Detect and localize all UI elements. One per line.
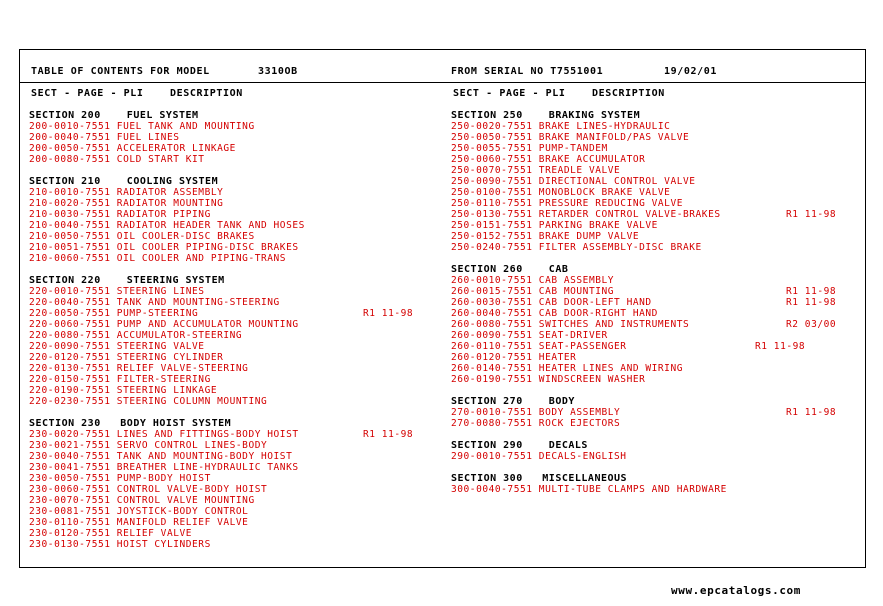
toc-entry[interactable] (29, 319, 305, 330)
entry-code: 220-0230-7551 (29, 396, 111, 407)
toc-entry[interactable] (29, 495, 305, 506)
entry-description: LINES AND FITTINGS-BODY HOIST (116, 429, 299, 440)
entry-description: FILTER ASSEMBLY-DISC BRAKE (538, 242, 702, 253)
toc-entry[interactable] (451, 121, 727, 132)
entry-code: 260-0040-7551 (451, 308, 533, 319)
entry-code: 200-0080-7551 (29, 154, 111, 165)
entry-description: HOIST CYLINDERS (116, 539, 211, 550)
toc-entry[interactable] (451, 275, 727, 286)
toc-entry[interactable] (29, 473, 305, 484)
entry-code: 230-0081-7551 (29, 506, 111, 517)
entry-code: 250-0110-7551 (451, 198, 533, 209)
section-spacer (451, 429, 727, 440)
entry-description: STEERING VALVE (116, 341, 205, 352)
entry-code: 220-0040-7551 (29, 297, 111, 308)
entry-description: CONTROL VALVE MOUNTING (116, 495, 255, 506)
toc-entry[interactable] (29, 451, 305, 462)
entry-description: FILTER-STEERING (116, 374, 211, 385)
entry-description: TANK AND MOUNTING-STEERING (116, 297, 280, 308)
entry-code: 250-0070-7551 (451, 165, 533, 176)
entry-code: 260-0190-7551 (451, 374, 533, 385)
toc-entry[interactable] (451, 132, 727, 143)
entry-code: 210-0040-7551 (29, 220, 111, 231)
toc-entry[interactable] (29, 187, 305, 198)
entry-code: 250-0050-7551 (451, 132, 533, 143)
entry-code: 220-0080-7551 (29, 330, 111, 341)
toc-entry[interactable] (29, 363, 305, 374)
toc-entry[interactable] (29, 352, 305, 363)
entry-code: 270-0080-7551 (451, 418, 533, 429)
toc-entry[interactable] (29, 154, 305, 165)
toc-entry[interactable] (29, 330, 305, 341)
entry-description: RADIATOR MOUNTING (116, 198, 224, 209)
entry-code: 220-0050-7551 (29, 308, 111, 319)
toc-entry[interactable] (29, 308, 414, 319)
entry-description: HEATER (538, 352, 577, 363)
left-column (29, 110, 414, 550)
entry-description: RELIEF VALVE (116, 528, 193, 539)
entry-code: 250-0152-7551 (451, 231, 533, 242)
entry-revision: R1 11-98 (755, 341, 806, 352)
entry-description: PUMP-BODY HOIST (116, 473, 211, 484)
toc-entry[interactable] (451, 220, 727, 231)
entry-description: OIL COOLER AND PIPING-TRANS (116, 253, 287, 264)
entry-code: 260-0010-7551 (451, 275, 533, 286)
toc-entry[interactable] (29, 429, 414, 440)
entry-description: RADIATOR HEADER TANK AND HOSES (116, 220, 305, 231)
toc-entry[interactable] (451, 165, 727, 176)
entry-code: 230-0021-7551 (29, 440, 111, 451)
section-title: SECTION 270 BODY (451, 396, 575, 407)
entry-code: 220-0150-7551 (29, 374, 111, 385)
section-title: SECTION 210 COOLING SYSTEM (29, 176, 219, 187)
toc-entry[interactable] (451, 242, 727, 253)
toc-entry[interactable] (451, 176, 727, 187)
right-column (451, 110, 837, 495)
entry-description: PUMP-STEERING (116, 308, 199, 319)
entry-description: SEAT-PASSENGER (538, 341, 627, 352)
entry-code: 220-0010-7551 (29, 286, 111, 297)
toc-entry[interactable] (29, 440, 305, 451)
toc-entry[interactable] (451, 374, 727, 385)
toc-entry[interactable] (451, 187, 727, 198)
entry-description: PUMP AND ACCUMULATOR MOUNTING (116, 319, 299, 330)
entry-code: 250-0100-7551 (451, 187, 533, 198)
section-spacer (29, 165, 305, 176)
entry-code: 210-0020-7551 (29, 198, 111, 209)
section-spacer (29, 407, 305, 418)
toc-entry[interactable] (29, 231, 305, 242)
toc-title: TABLE OF CONTENTS FOR MODEL (31, 66, 210, 77)
section-spacer (451, 253, 727, 264)
entry-description: STEERING CYLINDER (116, 352, 224, 363)
entry-revision: R1 11-98 (363, 429, 414, 440)
section-title: SECTION 200 FUEL SYSTEM (29, 110, 199, 121)
entry-code: 250-0060-7551 (451, 154, 533, 165)
toc-entry[interactable] (451, 418, 727, 429)
entry-code: 230-0020-7551 (29, 429, 111, 440)
toc-entry[interactable] (451, 341, 806, 352)
section-spacer (451, 462, 727, 473)
entry-description: BREATHER LINE-HYDRAULIC TANKS (116, 462, 299, 473)
entry-description: BRAKE MANIFOLD/PAS VALVE (538, 132, 690, 143)
entry-description: MONOBLOCK BRAKE VALVE (538, 187, 671, 198)
toc-entry[interactable] (29, 341, 305, 352)
section-title: SECTION 230 BODY HOIST SYSTEM (29, 418, 232, 429)
entry-code: 260-0140-7551 (451, 363, 533, 374)
section-title: SECTION 300 MISCELLANEOUS (451, 473, 628, 484)
entry-description: SWITCHES AND INSTRUMENTS (538, 319, 690, 330)
toc-entry[interactable] (29, 198, 305, 209)
entry-code: 210-0060-7551 (29, 253, 111, 264)
entry-code: 230-0110-7551 (29, 517, 111, 528)
entry-revision: R1 11-98 (786, 286, 837, 297)
entry-code: 230-0040-7551 (29, 451, 111, 462)
entry-revision: R1 11-98 (363, 308, 414, 319)
entry-description: HEATER LINES AND WIRING (538, 363, 683, 374)
toc-entry[interactable] (29, 506, 305, 517)
entry-code: 230-0070-7551 (29, 495, 111, 506)
entry-description: PARKING BRAKE VALVE (538, 220, 658, 231)
entry-code: 300-0040-7551 (451, 484, 533, 495)
entry-description: DECALS-ENGLISH (538, 451, 627, 462)
entry-code: 210-0030-7551 (29, 209, 111, 220)
entry-description: CAB ASSEMBLY (538, 275, 615, 286)
entry-code: 220-0190-7551 (29, 385, 111, 396)
entry-code: 230-0060-7551 (29, 484, 111, 495)
entry-description: BRAKE LINES-HYDRAULIC (538, 121, 671, 132)
entry-revision: R1 11-98 (786, 297, 837, 308)
entry-code: 230-0041-7551 (29, 462, 111, 473)
entry-code: 260-0015-7551 (451, 286, 533, 297)
section-title: SECTION 250 BRAKING SYSTEM (451, 110, 641, 121)
toc-entry[interactable] (29, 528, 305, 539)
entry-code: 250-0055-7551 (451, 143, 533, 154)
entry-code: 290-0010-7551 (451, 451, 533, 462)
toc-entry[interactable] (451, 352, 727, 363)
entry-description: PRESSURE REDUCING VALVE (538, 198, 683, 209)
serial-number: FROM SERIAL NO T7551001 (451, 66, 604, 77)
toc-entry[interactable] (451, 297, 837, 308)
entry-description: RETARDER CONTROL VALVE-BRAKES (538, 209, 721, 220)
entry-code: 200-0010-7551 (29, 121, 111, 132)
entry-description: BODY ASSEMBLY (538, 407, 621, 418)
toc-entry[interactable] (29, 253, 305, 264)
entry-code: 210-0050-7551 (29, 231, 111, 242)
entry-description: STEERING LINES (116, 286, 205, 297)
entry-description: BRAKE ACCUMULATOR (538, 154, 646, 165)
entry-code: 220-0090-7551 (29, 341, 111, 352)
entry-description: ACCELERATOR LINKAGE (116, 143, 236, 154)
entry-code: 250-0130-7551 (451, 209, 533, 220)
entry-code: 260-0110-7551 (451, 341, 533, 352)
footer-website: www.epcatalogs.com (671, 584, 802, 597)
entry-code: 200-0040-7551 (29, 132, 111, 143)
entry-description: DIRECTIONAL CONTROL VALVE (538, 176, 696, 187)
entry-description: CONTROL VALVE-BODY HOIST (116, 484, 268, 495)
toc-entry[interactable] (451, 209, 837, 220)
entry-description: MANIFOLD RELIEF VALVE (116, 517, 249, 528)
toc-entry[interactable] (451, 451, 727, 462)
entry-description: TREADLE VALVE (538, 165, 621, 176)
entry-description: RADIATOR PIPING (116, 209, 211, 220)
entry-code: 200-0050-7551 (29, 143, 111, 154)
toc-entry[interactable] (29, 121, 305, 132)
toc-entry[interactable] (29, 374, 305, 385)
entry-code: 210-0051-7551 (29, 242, 111, 253)
entry-description: OIL COOLER-DISC BRAKES (116, 231, 255, 242)
entry-code: 250-0090-7551 (451, 176, 533, 187)
entry-description: CAB MOUNTING (538, 286, 615, 297)
entry-description: PUMP-TANDEM (538, 143, 608, 154)
section-spacer (29, 264, 305, 275)
entry-description: JOYSTICK-BODY CONTROL (116, 506, 249, 517)
toc-entry[interactable] (29, 396, 305, 407)
entry-code: 220-0060-7551 (29, 319, 111, 330)
entry-code: 260-0120-7551 (451, 352, 533, 363)
toc-entry[interactable] (451, 330, 727, 341)
entry-description: SEAT-DRIVER (538, 330, 608, 341)
toc-entry[interactable] (29, 539, 305, 550)
entry-code: 230-0130-7551 (29, 539, 111, 550)
toc-entry[interactable] (451, 484, 727, 495)
toc-entry[interactable] (451, 363, 727, 374)
entry-code: 270-0010-7551 (451, 407, 533, 418)
toc-entry[interactable] (451, 143, 727, 154)
toc-entry[interactable] (29, 286, 305, 297)
section-title: SECTION 220 STEERING SYSTEM (29, 275, 225, 286)
entry-code: 260-0030-7551 (451, 297, 533, 308)
entry-description: MULTI-TUBE CLAMPS AND HARDWARE (538, 484, 727, 495)
toc-entry[interactable] (29, 132, 305, 143)
entry-description: TANK AND MOUNTING-BODY HOIST (116, 451, 293, 462)
entry-code: 260-0080-7551 (451, 319, 533, 330)
entry-revision: R1 11-98 (786, 407, 837, 418)
entry-code: 230-0120-7551 (29, 528, 111, 539)
entry-description: RELIEF VALVE-STEERING (116, 363, 249, 374)
entry-description: OIL COOLER PIPING-DISC BRAKES (116, 242, 299, 253)
column-header-left: SECT - PAGE - PLI DESCRIPTION (31, 88, 243, 99)
entry-description: STEERING LINKAGE (116, 385, 218, 396)
entry-description: STEERING COLUMN MOUNTING (116, 396, 268, 407)
entry-description: BRAKE DUMP VALVE (538, 231, 640, 242)
entry-revision: R1 11-98 (786, 209, 837, 220)
toc-entry[interactable] (29, 242, 305, 253)
entry-code: 250-0151-7551 (451, 220, 533, 231)
toc-entry[interactable] (29, 143, 305, 154)
toc-entry[interactable] (451, 308, 727, 319)
entry-description: FUEL LINES (116, 132, 180, 143)
section-title: SECTION 260 CAB (451, 264, 569, 275)
entry-code: 220-0120-7551 (29, 352, 111, 363)
toc-entry[interactable] (451, 286, 837, 297)
entry-code: 220-0130-7551 (29, 363, 111, 374)
toc-entry[interactable] (29, 385, 305, 396)
entry-code: 250-0020-7551 (451, 121, 533, 132)
header-divider (19, 82, 866, 83)
toc-entry[interactable] (451, 407, 837, 418)
entry-revision: R2 03/00 (786, 319, 837, 330)
toc-entry[interactable] (29, 484, 305, 495)
model-number: 3310OB (258, 66, 298, 77)
entry-description: RADIATOR ASSEMBLY (116, 187, 224, 198)
toc-entry[interactable] (451, 231, 727, 242)
document-date: 19/02/01 (664, 66, 717, 77)
entry-code: 260-0090-7551 (451, 330, 533, 341)
entry-description: CAB DOOR-LEFT HAND (538, 297, 652, 308)
entry-description: ROCK EJECTORS (538, 418, 621, 429)
entry-code: 250-0240-7551 (451, 242, 533, 253)
entry-description: ACCUMULATOR-STEERING (116, 330, 243, 341)
toc-entry[interactable] (451, 198, 727, 209)
entry-description: COLD START KIT (116, 154, 205, 165)
entry-description: CAB DOOR-RIGHT HAND (538, 308, 658, 319)
entry-description: FUEL TANK AND MOUNTING (116, 121, 255, 132)
entry-code: 210-0010-7551 (29, 187, 111, 198)
toc-entry[interactable] (451, 319, 837, 330)
toc-entry[interactable] (29, 462, 305, 473)
column-header-right: SECT - PAGE - PLI DESCRIPTION (453, 88, 665, 99)
section-title: SECTION 290 DECALS (451, 440, 588, 451)
entry-code: 230-0050-7551 (29, 473, 111, 484)
toc-entry[interactable] (29, 517, 305, 528)
toc-entry[interactable] (451, 154, 727, 165)
entry-description: WINDSCREEN WASHER (538, 374, 646, 385)
toc-entry[interactable] (29, 220, 305, 231)
section-spacer (451, 385, 727, 396)
toc-entry[interactable] (29, 209, 305, 220)
entry-description: SERVO CONTROL LINES-BODY (116, 440, 268, 451)
toc-entry[interactable] (29, 297, 305, 308)
